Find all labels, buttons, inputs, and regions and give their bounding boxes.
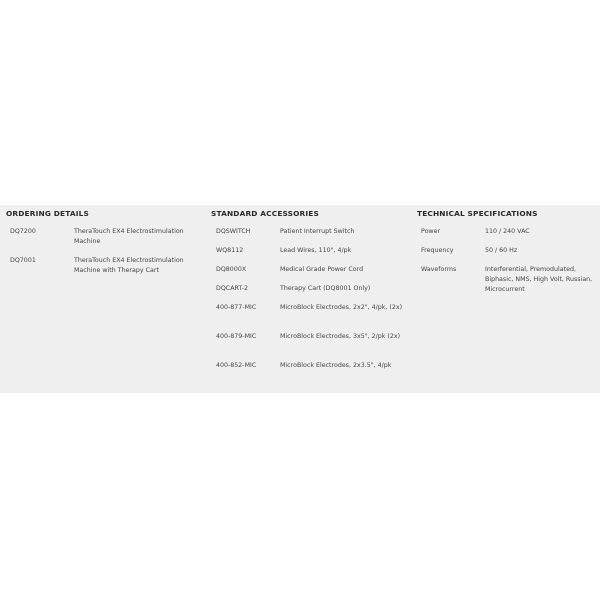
accessory-code: 400-852-MIC (216, 362, 257, 369)
spec-label: Frequency (421, 247, 454, 254)
ordering-description: TheraTouch EX4 Electrostimulation Machine with Therapy Cart (74, 257, 184, 274)
accessory-code: 400-879-MIC (216, 333, 257, 340)
accessory-code: 400-877-MIC (216, 304, 257, 311)
accessory-code: WQ8112 (216, 247, 244, 254)
spec-value: Interferential, Premodulated, Biphasic, NMS, High Volt, Russian, Microcurrent (485, 266, 593, 293)
accessory-code: DQSWITCH (216, 228, 251, 235)
technical-specifications-heading: TECHNICAL SPECIFICATIONS (417, 209, 538, 218)
accessory-description: Therapy Cart (DQ8001 Only) (280, 285, 371, 292)
standard-accessories-heading: STANDARD ACCESSORIES (211, 209, 319, 218)
accessory-description: Medical Grade Power Cord (280, 266, 364, 273)
accessory-description: MicroBlock Electrodes, 2x3.5", 4/pk (280, 362, 392, 369)
accessory-description: Lead Wires, 110", 4/pk (280, 247, 352, 254)
spec-value: 50 / 60 Hz (485, 247, 518, 254)
spec-label: Power (421, 228, 441, 235)
ordering-code: DQ7001 (10, 257, 36, 264)
ordering-code: DQ7200 (10, 228, 36, 235)
spec-value: 110 / 240 VAC (485, 228, 530, 235)
spec-panel (0, 205, 600, 393)
accessory-code: DQCART-2 (216, 285, 248, 292)
accessory-description: MicroBlock Electrodes, 2x2", 4/pk, (2x) (280, 304, 403, 311)
accessory-code: DQ8000X (216, 266, 247, 273)
accessory-description: MicroBlock Electrodes, 3x5", 2/pk (2x) (280, 333, 401, 340)
spec-label: Waveforms (421, 266, 457, 273)
accessory-description: Patient Interrupt Switch (280, 228, 355, 235)
ordering-description: TheraTouch EX4 Electrostimulation Machine (74, 228, 184, 245)
ordering-details-heading: ORDERING DETAILS (6, 209, 89, 218)
